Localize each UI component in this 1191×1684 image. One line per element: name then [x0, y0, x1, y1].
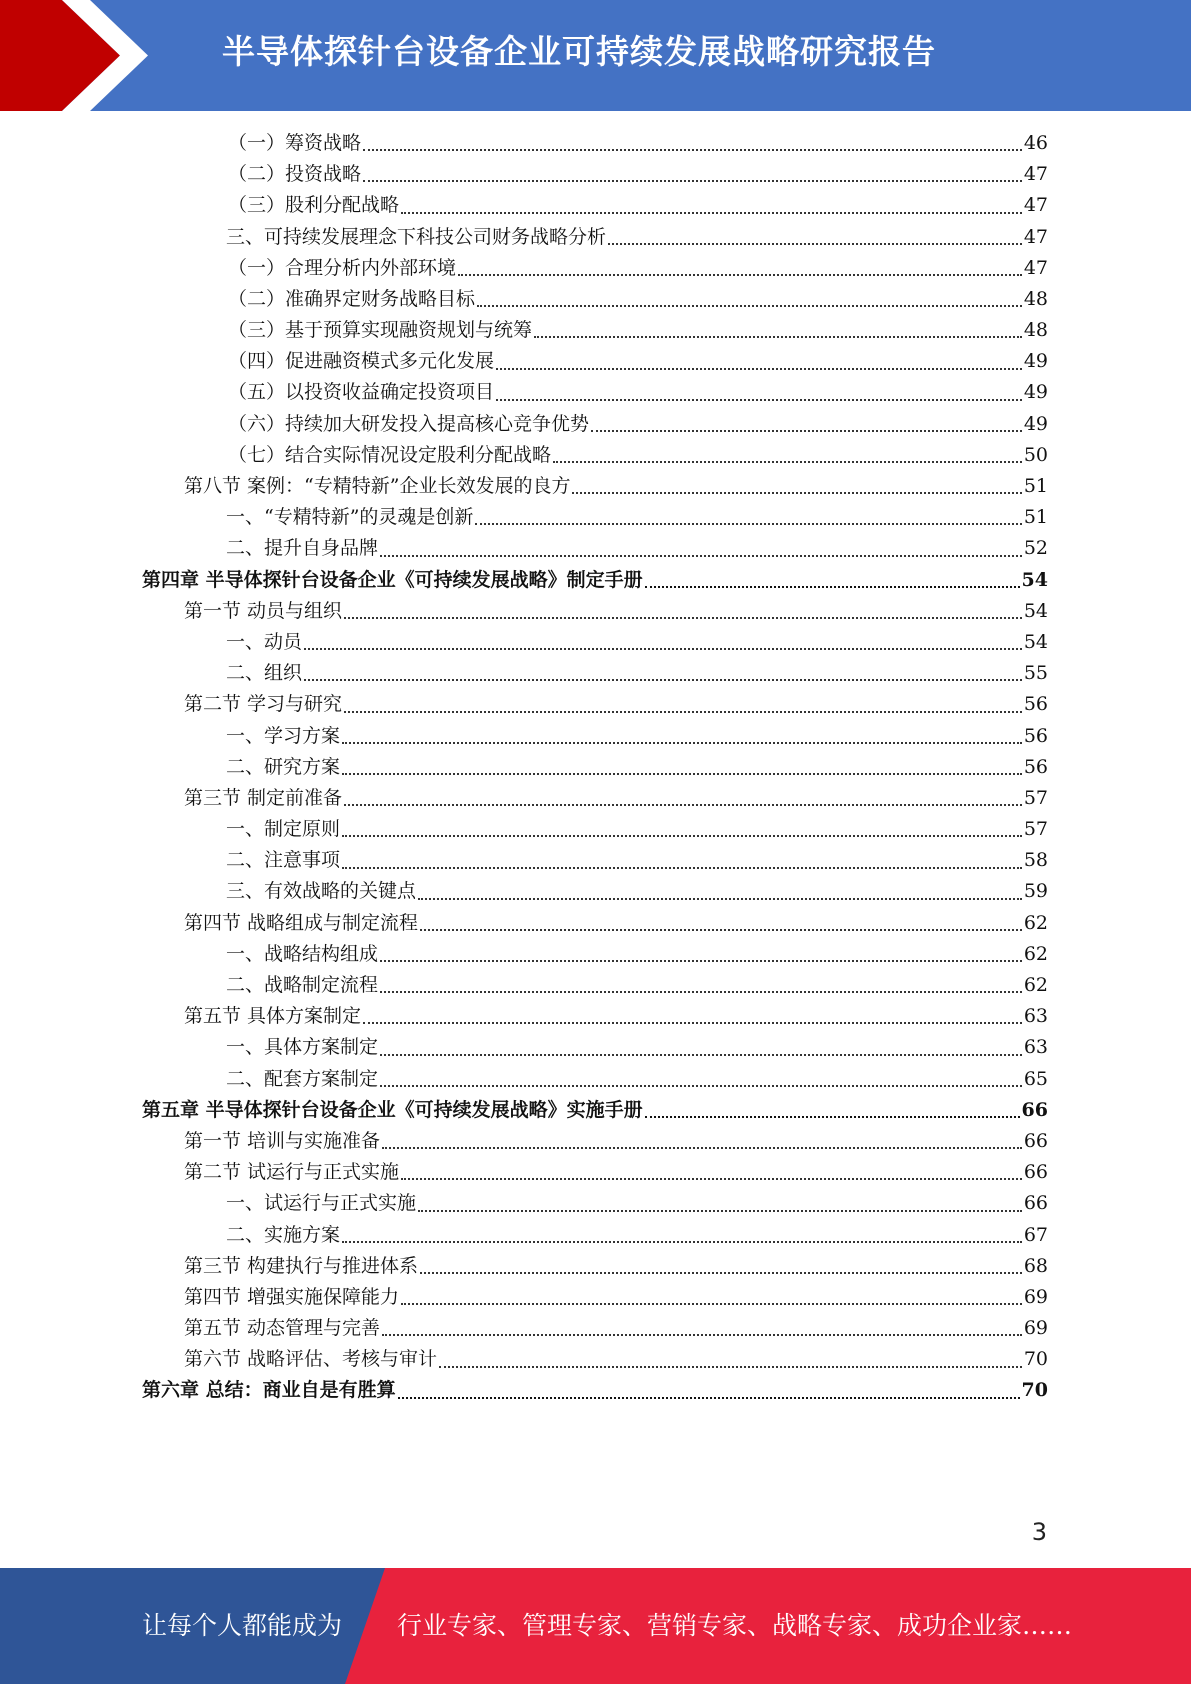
toc-entry-title: 第四节 增强实施保障能力: [184, 1285, 400, 1308]
toc-entry-title: （七）结合实际情况设定股利分配战略: [228, 443, 552, 466]
toc-entry[interactable]: [142, 222, 1048, 253]
toc-dot-leader: [304, 648, 1022, 650]
toc-entry[interactable]: [142, 1313, 1048, 1344]
toc-entry-page: 63: [1023, 1005, 1048, 1028]
toc-entry-page: 56: [1023, 724, 1048, 747]
toc-dot-leader: [572, 492, 1021, 494]
toc-entry-page: 66: [1021, 1098, 1048, 1121]
toc-entry[interactable]: [142, 315, 1048, 346]
toc-entry-page: 54: [1023, 630, 1048, 653]
toc-dot-leader: [342, 742, 1022, 744]
toc-entry[interactable]: [142, 752, 1048, 783]
toc-dot-leader: [380, 1054, 1022, 1056]
toc-entry-page: 48: [1023, 287, 1048, 310]
toc-entry-page: 66: [1023, 1192, 1048, 1215]
toc-entry-title: 第三节 构建执行与推进体系: [184, 1254, 419, 1277]
toc-entry[interactable]: [142, 814, 1048, 845]
toc-dot-leader: [382, 1334, 1022, 1336]
toc-entry[interactable]: [142, 1126, 1048, 1157]
toc-dot-leader: [401, 1303, 1022, 1305]
toc-dot-leader: [401, 1178, 1022, 1180]
toc-entry[interactable]: [142, 346, 1048, 377]
toc-entry-title: 第一节 培训与实施准备: [184, 1129, 381, 1152]
toc-entry-title: （二）准确界定财务战略目标: [228, 287, 476, 310]
toc-dot-leader: [477, 305, 1022, 307]
toc-entry-page: 58: [1023, 849, 1048, 872]
toc-entry-page: 63: [1023, 1036, 1048, 1059]
toc-dot-leader: [496, 399, 1022, 401]
toc-dot-leader: [380, 1085, 1022, 1087]
toc-entry-page: 56: [1023, 755, 1048, 778]
toc-dot-leader: [363, 180, 1022, 182]
toc-entry-title: 二、实施方案: [226, 1223, 341, 1246]
toc-entry-title: （五）以投资收益确定投资项目: [228, 381, 495, 404]
toc-entry-title: （四）促进融资模式多元化发展: [228, 350, 495, 373]
toc-entry-title: 二、研究方案: [226, 755, 341, 778]
page-footer: [0, 1568, 1191, 1684]
toc-entry[interactable]: [142, 658, 1048, 689]
toc-entry[interactable]: [142, 596, 1048, 627]
toc-entry-page: 70: [1021, 1379, 1048, 1402]
toc-entry[interactable]: [142, 1032, 1048, 1063]
toc-entry-title: 第五节 动态管理与完善: [184, 1317, 381, 1340]
toc-entry-page: 57: [1023, 818, 1048, 841]
toc-dot-leader: [342, 835, 1022, 837]
toc-entry-title: 第五节 具体方案制定: [184, 1005, 362, 1028]
toc-dot-leader: [458, 274, 1022, 276]
report-title: 半导体探针台设备企业可持续发展战略研究报告: [222, 32, 936, 71]
toc-entry-page: 49: [1023, 412, 1048, 435]
toc-entry-page: 54: [1021, 568, 1048, 591]
footer-slogan-right: 行业专家、管理专家、营销专家、战略专家、成功企业家……: [397, 1611, 1073, 1640]
toc-entry[interactable]: [142, 908, 1048, 939]
toc-chapter-entry[interactable]: [142, 565, 1048, 596]
toc-dot-leader: [380, 555, 1022, 557]
toc-entry-title: 第三节 制定前准备: [184, 786, 343, 809]
toc-dot-leader: [342, 1241, 1022, 1243]
toc-entry-title: 一、试运行与正式实施: [226, 1192, 417, 1215]
toc-dot-leader: [380, 960, 1022, 962]
toc-entry[interactable]: [142, 939, 1048, 970]
toc-entry-page: 51: [1023, 506, 1048, 529]
toc-entry[interactable]: [142, 1282, 1048, 1313]
toc-entry-title: 第四章 半导体探针台设备企业《可持续发展战略》制定手册: [142, 568, 643, 591]
toc-entry-page: 47: [1023, 163, 1048, 186]
toc-dot-leader: [420, 1272, 1022, 1274]
toc-chapter-entry[interactable]: [142, 1376, 1048, 1407]
toc-entry-title: 第五章 半导体探针台设备企业《可持续发展战略》实施手册: [142, 1098, 643, 1121]
toc-dot-leader: [344, 804, 1022, 806]
page-number: 3: [1031, 1518, 1047, 1546]
toc-entry-page: 55: [1023, 662, 1048, 685]
toc-entry-title: 第二节 学习与研究: [184, 693, 343, 716]
toc-dot-leader: [382, 1147, 1022, 1149]
toc-entry-title: 一、动员: [226, 630, 303, 653]
toc-entry[interactable]: [142, 1344, 1048, 1375]
toc-entry[interactable]: [142, 721, 1048, 752]
toc-entry-title: 一、学习方案: [226, 724, 341, 747]
toc-dot-leader: [553, 461, 1022, 463]
toc-dot-leader: [645, 1116, 1020, 1118]
toc-entry-page: 62: [1023, 942, 1048, 965]
toc-entry-page: 52: [1023, 537, 1048, 560]
toc-entry-title: （一）合理分析内外部环境: [228, 256, 457, 279]
toc-entry[interactable]: [142, 128, 1048, 159]
toc-entry[interactable]: [142, 627, 1048, 658]
toc-entry-page: 68: [1023, 1254, 1048, 1277]
toc-dot-leader: [534, 336, 1022, 338]
toc-entry-page: 47: [1023, 194, 1048, 217]
toc-entry-title: 第四节 战略组成与制定流程: [184, 911, 419, 934]
toc-entry[interactable]: [142, 253, 1048, 284]
toc-dot-leader: [304, 679, 1022, 681]
toc-entry-page: 59: [1023, 880, 1048, 903]
toc-entry[interactable]: [142, 845, 1048, 876]
toc-dot-leader: [344, 711, 1022, 713]
toc-dot-leader: [496, 368, 1022, 370]
toc-dot-leader: [420, 929, 1022, 931]
toc-entry-title: 一、战略结构组成: [226, 942, 379, 965]
toc-entry-title: 一、“专精特新”的灵魂是创新: [226, 506, 474, 529]
toc-entry-title: 第一节 动员与组织: [184, 599, 343, 622]
toc-dot-leader: [645, 586, 1020, 588]
toc-entry[interactable]: [142, 471, 1048, 502]
toc-chapter-entry[interactable]: [142, 1095, 1048, 1126]
toc-entry[interactable]: [142, 1220, 1048, 1251]
toc-entry[interactable]: [142, 159, 1048, 190]
toc-entry-title: （三）股利分配战略: [228, 194, 400, 217]
toc-entry-page: 49: [1023, 350, 1048, 373]
toc-entry-title: （三）基于预算实现融资规划与统筹: [228, 319, 533, 342]
table-of-contents: [142, 128, 1048, 1407]
toc-entry-page: 49: [1023, 381, 1048, 404]
toc-entry-title: 一、具体方案制定: [226, 1036, 379, 1059]
toc-entry[interactable]: [142, 1188, 1048, 1219]
toc-entry[interactable]: [142, 284, 1048, 315]
toc-entry-page: 54: [1023, 599, 1048, 622]
toc-entry[interactable]: [142, 190, 1048, 221]
toc-entry-page: 62: [1023, 911, 1048, 934]
toc-entry[interactable]: [142, 1251, 1048, 1282]
toc-dot-leader: [608, 243, 1022, 245]
toc-entry-page: 69: [1023, 1285, 1048, 1308]
toc-entry-page: 62: [1023, 974, 1048, 997]
toc-entry[interactable]: [142, 783, 1048, 814]
toc-dot-leader: [398, 1397, 1020, 1399]
toc-entry-page: 47: [1023, 256, 1048, 279]
toc-entry[interactable]: [142, 533, 1048, 564]
toc-dot-leader: [342, 867, 1022, 869]
toc-entry-title: 二、战略制定流程: [226, 974, 379, 997]
toc-entry[interactable]: [142, 877, 1048, 908]
toc-entry-page: 48: [1023, 319, 1048, 342]
toc-entry-page: 66: [1023, 1129, 1048, 1152]
toc-dot-leader: [418, 898, 1022, 900]
toc-entry-page: 66: [1023, 1161, 1048, 1184]
toc-entry-title: （二）投资战略: [228, 163, 362, 186]
toc-entry-title: 第六节 战略评估、考核与审计: [184, 1348, 438, 1371]
toc-entry[interactable]: [142, 970, 1048, 1001]
toc-entry-title: 一、制定原则: [226, 818, 341, 841]
toc-entry-title: 二、组织: [226, 662, 303, 685]
toc-entry-page: 51: [1023, 475, 1048, 498]
toc-entry-page: 57: [1023, 786, 1048, 809]
toc-entry-title: （六）持续加大研发投入提高核心竞争优势: [228, 412, 590, 435]
toc-entry-page: 46: [1023, 131, 1048, 154]
toc-dot-leader: [418, 1210, 1022, 1212]
toc-entry-title: 第八节 案例：“专精特新”企业长效发展的良方: [184, 475, 571, 498]
toc-entry-page: 70: [1023, 1348, 1048, 1371]
footer-slogan-left: 让每个人都能成为: [142, 1611, 343, 1640]
toc-dot-leader: [363, 149, 1022, 151]
toc-entry-page: 69: [1023, 1317, 1048, 1340]
toc-entry-page: 65: [1023, 1067, 1048, 1090]
toc-entry[interactable]: [142, 502, 1048, 533]
toc-dot-leader: [475, 523, 1021, 525]
toc-entry[interactable]: [142, 1064, 1048, 1095]
toc-entry[interactable]: [142, 1001, 1048, 1032]
toc-entry-title: 二、注意事项: [226, 849, 341, 872]
toc-entry-page: 50: [1023, 443, 1048, 466]
toc-entry-page: 67: [1023, 1223, 1048, 1246]
toc-entry[interactable]: [142, 1157, 1048, 1188]
toc-dot-leader: [342, 773, 1022, 775]
toc-dot-leader: [380, 991, 1022, 993]
toc-entry-title: 二、提升自身品牌: [226, 537, 379, 560]
toc-entry[interactable]: [142, 440, 1048, 471]
toc-entry-title: 二、配套方案制定: [226, 1067, 379, 1090]
page-header: [0, 0, 1191, 111]
toc-entry-page: 47: [1023, 225, 1048, 248]
toc-dot-leader: [591, 430, 1022, 432]
toc-dot-leader: [439, 1366, 1022, 1368]
toc-entry-title: 第二节 试运行与正式实施: [184, 1161, 400, 1184]
toc-dot-leader: [363, 1022, 1022, 1024]
toc-dot-leader: [401, 212, 1022, 214]
toc-entry-title: 三、有效战略的关键点: [226, 880, 417, 903]
toc-entry[interactable]: [142, 409, 1048, 440]
toc-entry[interactable]: [142, 689, 1048, 720]
toc-dot-leader: [344, 617, 1022, 619]
toc-entry[interactable]: [142, 378, 1048, 409]
toc-entry-title: 三、可持续发展理念下科技公司财务战略分析: [226, 225, 607, 248]
toc-entry-title: 第六章 总结：商业自是有胜算: [142, 1379, 396, 1402]
toc-entry-title: （一）筹资战略: [228, 131, 362, 154]
toc-entry-page: 56: [1023, 693, 1048, 716]
